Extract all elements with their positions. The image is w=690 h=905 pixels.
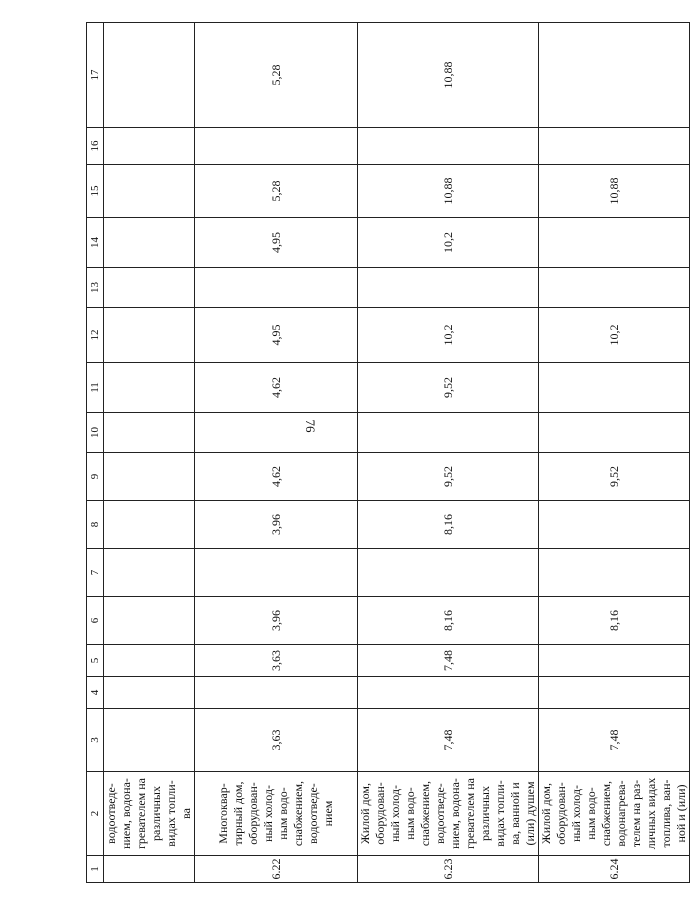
value-cell xyxy=(358,413,539,453)
header-cell: 10 xyxy=(87,413,104,453)
row-description xyxy=(195,772,358,856)
value-cell: 10,2 xyxy=(358,308,539,363)
table-row xyxy=(195,23,358,883)
row-number: 6.23 xyxy=(358,856,539,883)
row-description xyxy=(539,772,690,856)
value-cell xyxy=(104,453,195,501)
value-cell: 4,62 xyxy=(195,453,358,501)
row-description-text: Многоквар- тирный дом, оборудован- ный холод- ным водо- снабжением, водоотведе- нием xyxy=(216,780,335,847)
header-cell: 5 xyxy=(87,645,104,677)
value-cell xyxy=(539,363,690,413)
page-number: 76 xyxy=(303,419,318,433)
value-cell xyxy=(539,677,690,709)
row-description xyxy=(358,772,539,856)
value-cell xyxy=(539,23,690,128)
header-cell: 1 xyxy=(87,856,104,883)
header-cell: 15 xyxy=(87,165,104,218)
value-cell: 10,88 xyxy=(358,165,539,218)
value-cell: 3,96 xyxy=(195,597,358,645)
value-cell xyxy=(104,23,195,128)
value-cell xyxy=(195,268,358,308)
value-cell xyxy=(539,501,690,549)
header-cell: 6 xyxy=(87,597,104,645)
value-cell xyxy=(539,128,690,165)
value-cell: 7,48 xyxy=(358,709,539,772)
tariff-table xyxy=(86,22,690,883)
value-cell xyxy=(104,413,195,453)
value-cell: 9,52 xyxy=(358,453,539,501)
value-cell: 4,62 xyxy=(195,363,358,413)
value-cell xyxy=(539,268,690,308)
value-cell xyxy=(358,128,539,165)
header-cell: 7 xyxy=(87,549,104,597)
value-cell xyxy=(104,549,195,597)
value-cell xyxy=(539,218,690,268)
value-cell xyxy=(104,645,195,677)
tariff-table-rotated xyxy=(86,23,688,883)
value-cell: 3,63 xyxy=(195,645,358,677)
value-cell: 7,48 xyxy=(539,709,690,772)
value-cell xyxy=(104,677,195,709)
header-cell: 3 xyxy=(87,709,104,772)
value-cell xyxy=(104,128,195,165)
value-cell xyxy=(358,268,539,308)
value-cell xyxy=(104,709,195,772)
row-number: 6.22 xyxy=(195,856,358,883)
header-cell: 9 xyxy=(87,453,104,501)
value-cell: 8,16 xyxy=(358,501,539,549)
value-cell xyxy=(358,677,539,709)
value-cell xyxy=(195,128,358,165)
value-cell xyxy=(358,549,539,597)
value-cell xyxy=(104,363,195,413)
value-cell xyxy=(104,308,195,363)
value-cell xyxy=(195,549,358,597)
row-description-text: водоотведе- нием, водона- гревателем на различных видах топли- ва xyxy=(104,778,193,849)
value-cell: 9,52 xyxy=(539,453,690,501)
header-cell: 11 xyxy=(87,363,104,413)
row-number xyxy=(104,856,195,883)
value-cell: 10,88 xyxy=(539,165,690,218)
header-cell: 12 xyxy=(87,308,104,363)
header-cell: 17 xyxy=(87,23,104,128)
value-cell: 10,88 xyxy=(358,23,539,128)
header-cell: 16 xyxy=(87,128,104,165)
value-cell: 8,16 xyxy=(358,597,539,645)
value-cell xyxy=(195,413,358,453)
header-cell: 4 xyxy=(87,677,104,709)
value-cell xyxy=(195,677,358,709)
value-cell: 5,28 xyxy=(195,23,358,128)
row-description-text: Жилой дом, оборудован- ный холод- ным водо- снабжением, водонагрева- телем на раз- личных видах топлива, ван- ной и (или) xyxy=(539,777,688,850)
row-description xyxy=(104,772,195,856)
header-row xyxy=(87,23,104,883)
row-number: 6.24 xyxy=(539,856,690,883)
value-cell: 9,52 xyxy=(358,363,539,413)
value-cell xyxy=(104,501,195,549)
value-cell xyxy=(539,413,690,453)
value-cell xyxy=(104,218,195,268)
value-cell xyxy=(104,597,195,645)
header-cell: 13 xyxy=(87,268,104,308)
value-cell xyxy=(104,268,195,308)
value-cell: 10,2 xyxy=(358,218,539,268)
row-description-text: Жилой дом, оборудован- ный холод- ным водо- снабжением, водоотведе- нием, водона- гревателем на различных видах топли- ва, ванной и (или) душем xyxy=(358,778,537,849)
header-cell: 8 xyxy=(87,501,104,549)
value-cell: 3,63 xyxy=(195,709,358,772)
value-cell: 4,95 xyxy=(195,308,358,363)
value-cell xyxy=(539,549,690,597)
table-row xyxy=(358,23,539,883)
value-cell xyxy=(104,165,195,218)
table-row xyxy=(539,23,690,883)
value-cell xyxy=(539,645,690,677)
table-row xyxy=(104,23,195,883)
value-cell: 5,28 xyxy=(195,165,358,218)
value-cell: 4,95 xyxy=(195,218,358,268)
header-cell: 14 xyxy=(87,218,104,268)
value-cell: 7,48 xyxy=(358,645,539,677)
value-cell: 10,2 xyxy=(539,308,690,363)
header-cell: 2 xyxy=(87,772,104,856)
value-cell: 3,96 xyxy=(195,501,358,549)
value-cell: 8,16 xyxy=(539,597,690,645)
